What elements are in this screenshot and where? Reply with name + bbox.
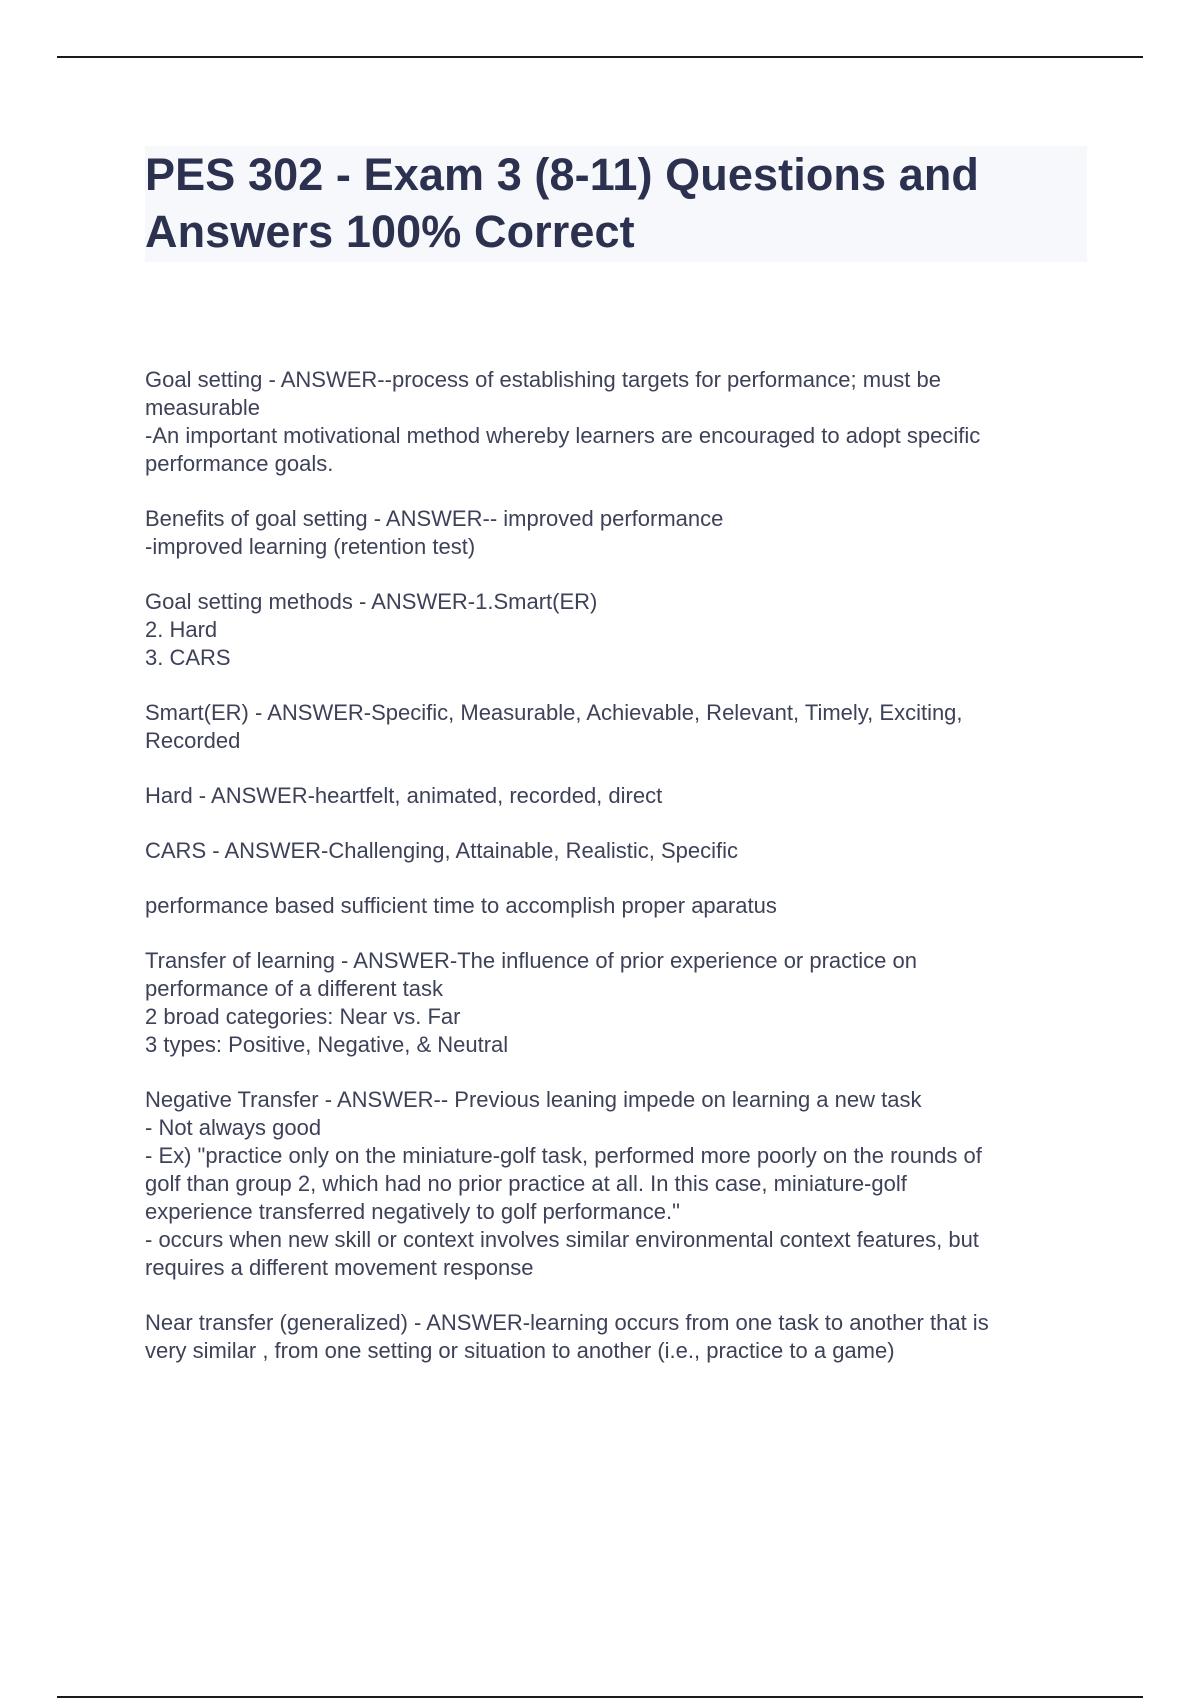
qa-entry: [145, 588, 1095, 672]
qa-line: Goal setting methods - ANSWER-1.Smart(ER): [145, 589, 598, 614]
qa-entry: [145, 947, 1095, 1059]
qa-entry: [145, 505, 1095, 561]
qa-line: Benefits of goal setting - ANSWER-- improved performance: [145, 506, 724, 531]
qa-line: 2 broad categories: Near vs. Far: [145, 1004, 461, 1029]
qa-line: -improved learning (retention test): [145, 534, 476, 559]
qa-line: Goal setting - ANSWER--process of establishing targets for performance; must be: [145, 367, 941, 392]
qa-line: performance goals.: [145, 451, 334, 476]
qa-entry: [145, 366, 1095, 478]
qa-line: golf than group 2, which had no prior practice at all. In this case, miniature-golf: [145, 1171, 907, 1196]
qa-line: CARS - ANSWER-Challenging, Attainable, Realistic, Specific: [145, 838, 739, 863]
qa-entry: [145, 1309, 1095, 1365]
top-divider: [57, 56, 1143, 58]
qa-line: performance based sufficient time to accomplish proper aparatus: [145, 893, 777, 918]
qa-line: performance of a different task: [145, 976, 443, 1001]
qa-line: Transfer of learning - ANSWER-The influence of prior experience or practice on: [145, 948, 917, 973]
qa-line: 3. CARS: [145, 645, 231, 670]
qa-line: very similar , from one setting or situation to another (i.e., practice to a game): [145, 1338, 895, 1363]
qa-entry: [145, 892, 1095, 920]
bottom-divider: [57, 1696, 1143, 1698]
qa-entry: [145, 1086, 1095, 1282]
title-line-2: Answers 100% Correct: [145, 206, 635, 257]
qa-entry: [145, 699, 1095, 755]
qa-line: -An important motivational method whereby learners are encouraged to adopt specific: [145, 423, 981, 448]
qa-line: Near transfer (generalized) - ANSWER-learning occurs from one task to another that is: [145, 1310, 989, 1335]
qa-line: Recorded: [145, 728, 241, 753]
qa-line: Negative Transfer - ANSWER-- Previous leaning impede on learning a new task: [145, 1087, 922, 1112]
title-line-1: PES 302 - Exam 3 (8-11) Questions and: [145, 149, 980, 200]
title-block: [145, 146, 1087, 262]
qa-line: Smart(ER) - ANSWER-Specific, Measurable, Achievable, Relevant, Timely, Exciting,: [145, 700, 963, 725]
page-title: [145, 146, 1087, 260]
qa-list: [145, 366, 1095, 1392]
qa-entry: [145, 837, 1095, 865]
qa-line: - Not always good: [145, 1115, 322, 1140]
qa-line: requires a different movement response: [145, 1255, 534, 1280]
qa-line: 3 types: Positive, Negative, & Neutral: [145, 1032, 509, 1057]
qa-line: - Ex) "practice only on the miniature-golf task, performed more poorly on the rounds of: [145, 1143, 982, 1168]
qa-entry: [145, 782, 1095, 810]
qa-line: - occurs when new skill or context involves similar environmental context features, but: [145, 1227, 979, 1252]
qa-line: Hard - ANSWER-heartfelt, animated, recorded, direct: [145, 783, 663, 808]
qa-line: 2. Hard: [145, 617, 218, 642]
qa-line: measurable: [145, 395, 260, 420]
qa-line: experience transferred negatively to golf performance.": [145, 1199, 680, 1224]
